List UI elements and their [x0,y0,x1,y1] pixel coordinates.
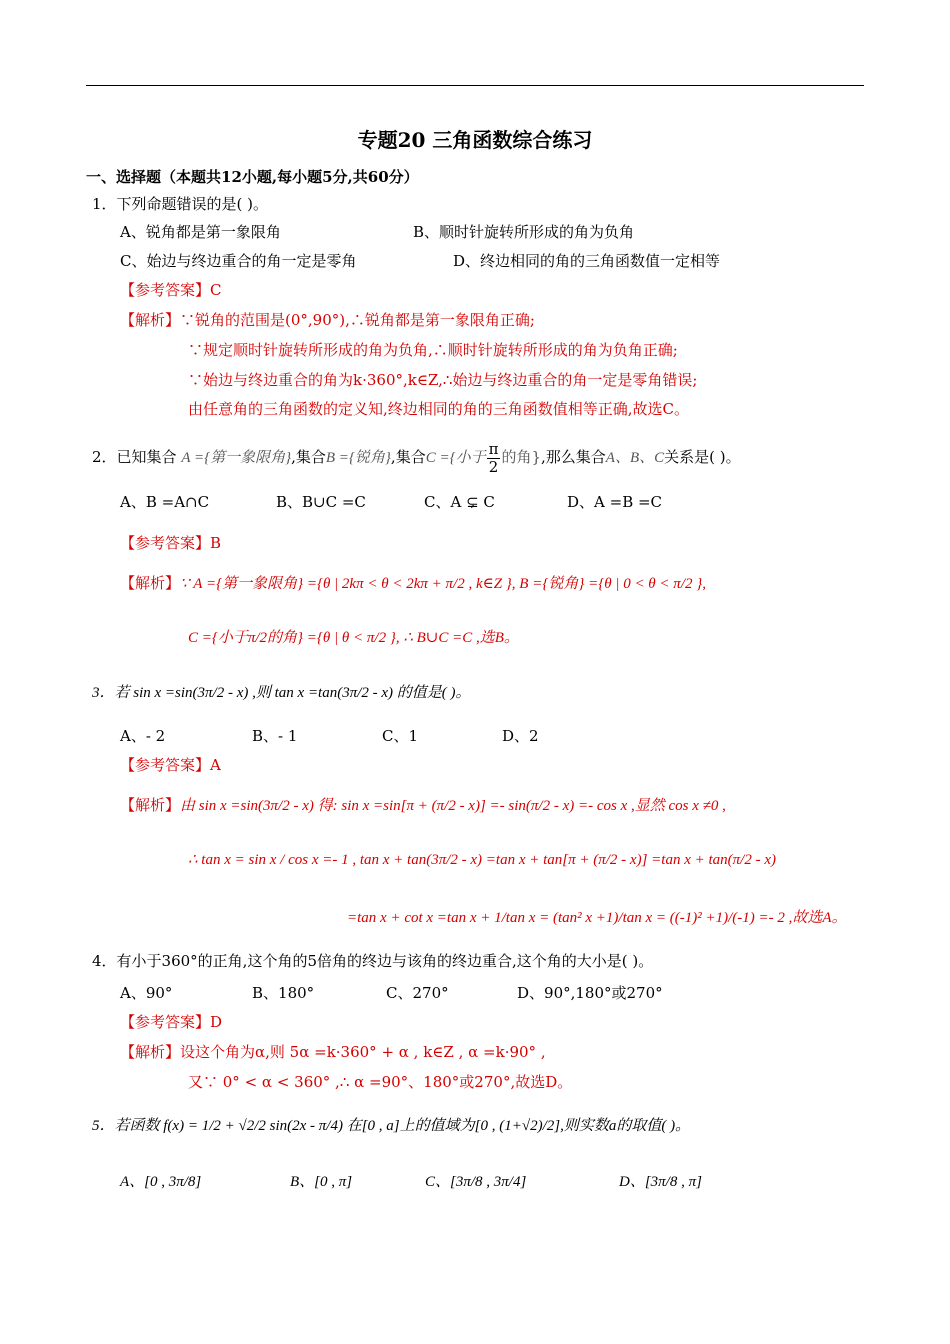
q3-analysis-line-3: =tan x + cot x =tan x + 1/tan x = (tan² x +1)/tan x = ((-1)² +1)/(-1) =- 2 ,故选A。 [347,910,847,926]
q4-option-a: A、90° [120,984,173,1002]
q2-set-b: B ={锐角} [325,450,391,466]
q3-analysis-line-2: ∴ tan x = sin x / cos x =- 1 , tan x + tan(3π/2 - x) =tan x + tan[π + (π/2 - x)] =tan x + tan(π/2 - x) [188,852,776,868]
q4-analysis-line-2: 又∵ 0° < α < 360° ,∴ α =90°、180°或270°,故选D。 [188,1073,573,1091]
q1-option-d: D、终边相同的角的三角函数值一定相等 [453,252,721,270]
q4-option-d: D、90°,180°或270° [517,984,663,1002]
q3-option-a: A、- 2 [120,727,166,745]
q2-stem [92,438,741,477]
answer-label: 【参考答案】 [120,1013,211,1031]
q1-analysis-line-1: ∵锐角的范围是(0°,90°),∴锐角都是第一象限角正确; [180,311,535,329]
analysis-label: 【解析】 [120,311,181,329]
q3-answer-value: A [210,756,221,774]
q3-option-d: D、2 [502,727,539,745]
q5-option-c: C、[3π/8 , 3π/4] [425,1174,527,1190]
page-title: 专题20 三角函数综合练习 [357,128,593,152]
q2-analysis-line-2: C ={小于π/2的角} ={θ | θ < π/2 }, ∴ B∪C =C ,选B。 [188,630,519,646]
q3-analysis-line-1: 由 sin x =sin(3π/2 - x) 得: sin x =sin[π + (π/2 - x)] =- sin(π/2 - x) =- cos x ,显然 cos x ≠0 , [180,798,726,814]
q3-option-c: C、1 [382,727,419,745]
q3-option-b: B、- 1 [252,727,298,745]
analysis-label: 【解析】 [120,796,181,814]
q2-option-d: D、A =B =C [567,493,663,511]
q2-frac-den: 2 [488,457,499,476]
analysis-label: 【解析】 [120,1043,181,1061]
q5-option-d: D、[3π/8 , π] [619,1174,702,1190]
answer-label: 【参考答案】 [120,534,211,552]
q2-frac-num: π [488,439,499,458]
q2-answer-value: B [210,534,222,552]
q1-option-c: C、始边与终边重合的角一定是零角 [120,252,357,270]
q1-analysis-line-2: ∵规定顺时针旋转所形成的角为负角,∴顺时针旋转所形成的角为负角正确; [188,341,678,359]
q1-option-b: B、顺时针旋转所形成的角为负角 [413,223,635,241]
q2-stem-a: 2．已知集合 [92,448,177,466]
section-heading: 一、选择题（本题共12小题,每小题5分,共60分） [86,168,419,186]
q4-stem: 4．有小于360°的正角,这个角的5倍角的终边与该角的终边重合,这个角的大小是( )。 [92,952,654,970]
q3-analysis-1 [120,795,726,816]
q1-stem: 1．下列命题错误的是( )。 [92,195,269,213]
q2-abc: A、B、C [605,450,665,466]
q2-option-c: C、A ⊊ C [424,493,495,511]
q1-answer-value: C [210,281,222,299]
q4-answer-value: D [210,1013,223,1031]
q2-set-a: A ={第一象限角} [181,450,292,466]
q2-stem-d: ,那么集合 [541,448,606,466]
q5-stem: 5．若函数 f(x) = 1/2 + √2/2 sin(2x - π/4) 在[0 , a]上的值域为[0 , (1+√2)/2],则实数a的取值( )。 [92,1118,691,1134]
q2-analysis-1 [120,573,706,594]
q5-option-a: A、[0 , 3π/8] [120,1174,202,1190]
q2-set-c: C ={小于 [425,450,486,466]
q2-answer [120,533,221,553]
q4-analysis-1 [120,1042,546,1062]
answer-label: 【参考答案】 [120,281,211,299]
header-rule [86,85,864,86]
q4-option-c: C、270° [386,984,449,1002]
q2-pi-over-2 [487,441,501,476]
q3-answer [120,755,221,775]
q2-analysis-line-1: ∵ A ={第一象限角} ={θ | 2kπ < θ < 2kπ + π/2 , k∈Z }, B ={锐角} ={θ | 0 < θ < π/2 }, [180,576,706,592]
q1-analysis-line-3: ∵始边与终边重合的角为k·360°,k∈Z,∴始边与终边重合的角一定是零角错误; [188,371,698,389]
q4-option-b: B、180° [252,984,315,1002]
q1-answer [120,280,222,300]
answer-label: 【参考答案】 [120,756,211,774]
q4-answer [120,1012,222,1032]
q1-analysis-line-4: 由任意角的三角函数的定义知,终边相同的角的三角函数值相等正确,故选C。 [188,400,690,418]
q5-option-b: B、[0 , π] [290,1174,353,1190]
q2-set-c-end: 的角} [501,448,541,466]
analysis-label: 【解析】 [120,574,181,592]
q4-analysis-line-1: 设这个角为α,则 5α =k·360° + α , k∈Z , α =k·90° , [180,1043,546,1061]
q1-analysis-1 [120,310,535,330]
q2-stem-e: 关系是( )。 [664,448,741,466]
q2-stem-c: ,集合 [390,448,426,466]
q2-option-b: B、B∪C =C [276,493,366,511]
q2-option-a: A、B =A∩C [120,493,210,511]
q3-stem: 3．若 sin x =sin(3π/2 - x) ,则 tan x =tan(3π/2 - x) 的值是( )。 [92,685,471,701]
q2-stem-b: ,集合 [291,448,326,466]
q1-option-a: A、锐角都是第一象限角 [120,223,281,241]
